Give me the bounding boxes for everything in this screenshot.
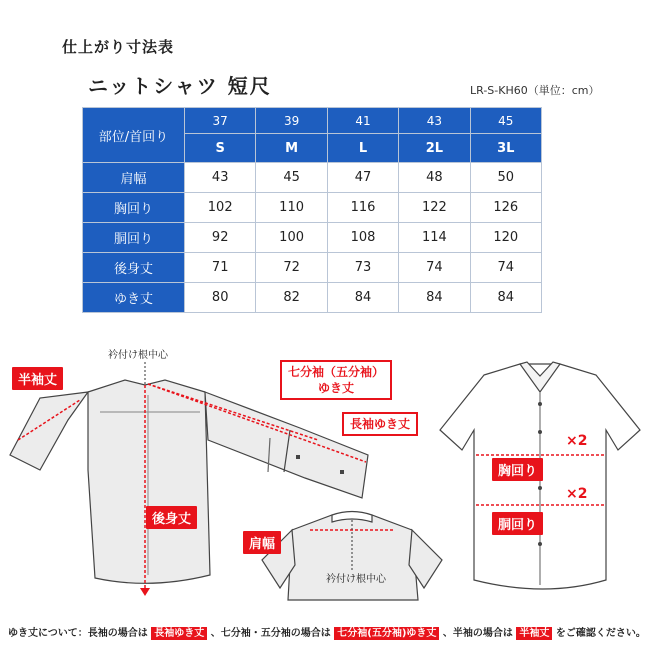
cuff-button-icon xyxy=(340,470,344,474)
shirt-button-icon xyxy=(538,430,542,434)
collar-center-label-top: 衿付け根中心 xyxy=(108,350,168,361)
neck-size-cell: 45 xyxy=(470,108,541,134)
table-cell: 48 xyxy=(399,163,470,193)
table-cell: 74 xyxy=(399,253,470,283)
size-label-cell: S xyxy=(185,134,256,163)
table-cell: 110 xyxy=(256,193,327,223)
table-cell: 108 xyxy=(327,223,398,253)
table-cell: 80 xyxy=(185,283,256,313)
size-label-cell: L xyxy=(327,134,398,163)
shirt-button-icon xyxy=(538,486,542,490)
footer-text: 、半袖の場合は xyxy=(442,628,513,639)
size-label-cell: 2L xyxy=(399,134,470,163)
table-cell: 84 xyxy=(327,283,398,313)
footer-note xyxy=(8,624,646,639)
product-title: ニットシャツ 短尺 xyxy=(88,74,272,98)
neck-size-cell: 39 xyxy=(256,108,327,134)
table-cell: 45 xyxy=(256,163,327,193)
size-label-cell: M xyxy=(256,134,327,163)
back-length-label: 後身丈 xyxy=(146,506,197,529)
collar-center-label-bottom: 衿付け根中心 xyxy=(326,574,386,585)
shoulder-width-label: 肩幅 xyxy=(243,531,281,554)
neck-size-cell: 43 xyxy=(399,108,470,134)
neck-size-cell: 37 xyxy=(185,108,256,134)
table-cell: 100 xyxy=(256,223,327,253)
waist-multiplier: ×2 xyxy=(566,486,588,502)
table-cell: 102 xyxy=(185,193,256,223)
table-cell: 72 xyxy=(256,253,327,283)
three-quarter-sleeve-label-line2: ゆき丈 xyxy=(318,381,355,395)
chest-label: 胸回り xyxy=(492,458,543,481)
table-cell: 74 xyxy=(470,253,541,283)
half-sleeve-tag: 半袖丈 xyxy=(516,627,552,640)
table-corner-label: 部位/首回り xyxy=(83,108,185,163)
row-label: ゆき丈 xyxy=(83,283,185,313)
page-title: 仕上がり寸法表 xyxy=(62,38,175,56)
neck-size-cell: 41 xyxy=(327,108,398,134)
table-cell: 47 xyxy=(327,163,398,193)
size-label-cell: 3L xyxy=(470,134,541,163)
footer-text: をご確認ください。 xyxy=(555,628,646,639)
waist-label: 胴回り xyxy=(492,512,543,535)
three-quarter-sleeve-label-line1: 七分袖（五分袖） xyxy=(288,365,385,379)
three-quarter-sleeve-label xyxy=(280,360,392,400)
arrow-head-icon xyxy=(140,588,150,596)
table-cell: 50 xyxy=(470,163,541,193)
table-cell: 43 xyxy=(185,163,256,193)
table-cell: 122 xyxy=(399,193,470,223)
table-cell: 84 xyxy=(470,283,541,313)
footer-text: 、七分袖・五分袖の場合は xyxy=(210,628,331,639)
long-sleeve-label: 長袖ゆき丈 xyxy=(342,412,418,436)
table-cell: 84 xyxy=(399,283,470,313)
half-sleeve-label: 半袖丈 xyxy=(12,367,63,390)
long-sleeve-tag: 長袖ゆき丈 xyxy=(151,627,207,640)
row-label: 肩幅 xyxy=(83,163,185,193)
shirt-button-icon xyxy=(538,402,542,406)
shirt-button-icon xyxy=(538,542,542,546)
table-cell: 82 xyxy=(256,283,327,313)
row-label: 胴回り xyxy=(83,223,185,253)
three-quarter-sleeve-tag: 七分袖(五分袖)ゆき丈 xyxy=(334,627,439,640)
product-code-note: LR-S-KH60（単位：cm） xyxy=(470,84,600,97)
footer-text: ゆき丈について：長袖の場合は xyxy=(8,628,148,639)
table-cell: 114 xyxy=(399,223,470,253)
cuff-button-icon xyxy=(296,455,300,459)
row-label: 胸回り xyxy=(83,193,185,223)
table-cell: 126 xyxy=(470,193,541,223)
table-cell: 116 xyxy=(327,193,398,223)
table-cell: 73 xyxy=(327,253,398,283)
table-cell: 120 xyxy=(470,223,541,253)
table-cell: 92 xyxy=(185,223,256,253)
row-label: 後身丈 xyxy=(83,253,185,283)
chest-multiplier: ×2 xyxy=(566,433,588,449)
table-cell: 71 xyxy=(185,253,256,283)
